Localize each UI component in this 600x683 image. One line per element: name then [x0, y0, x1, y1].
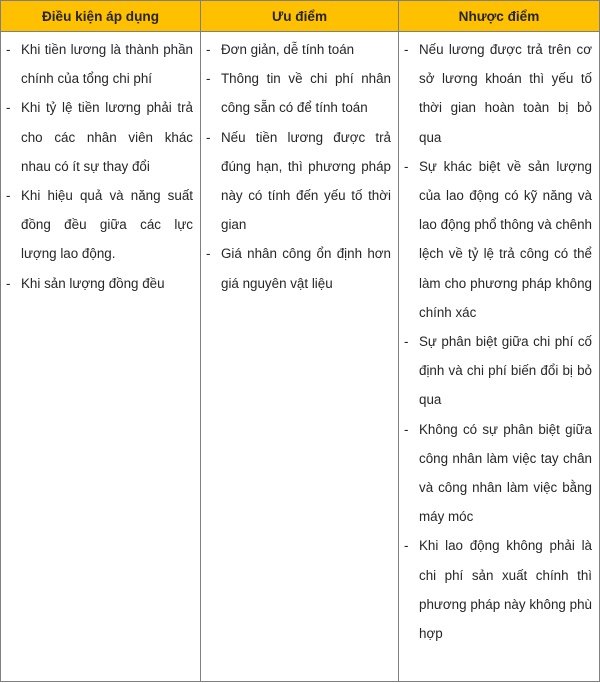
- disadvantage-item: - Không có sự phân biệt giữa công nhân làm việc tay chân và công nhân làm việc bằng máy móc: [403, 415, 592, 532]
- header-conditions: Điều kiện áp dụng: [1, 1, 201, 32]
- condition-item: - Khi hiệu quả và năng suất đồng đều giữa các lực lượng lao động.: [5, 181, 193, 269]
- header-row: [1, 1, 600, 32]
- condition-item: - Khi sản lượng đồng đều: [5, 269, 193, 298]
- advantage-item: - Thông tin về chi phí nhân công sẵn có để tính toán: [205, 64, 391, 122]
- header-disadvantages: Nhược điểm: [399, 1, 600, 32]
- disadvantages-cell: [399, 32, 600, 682]
- condition-item: - Khi tiền lương là thành phần chính của tổng chi phí: [5, 35, 193, 93]
- disadvantage-item: - Khi lao động không phải là chi phí sản xuất chính thì phương pháp này không phù hợp: [403, 531, 592, 648]
- advantages-cell: [201, 32, 399, 682]
- content-row: [1, 32, 600, 682]
- header-advantages: Ưu điểm: [201, 1, 399, 32]
- advantage-item: - Nếu tiền lương được trả đúng hạn, thì phương pháp này có tính đến yếu tố thời gian: [205, 123, 391, 240]
- conditions-cell: [1, 32, 201, 682]
- conditions-list: [5, 35, 193, 298]
- disadvantages-list: [403, 35, 592, 648]
- condition-item: - Khi tỷ lệ tiền lương phải trả cho các nhân viên khác nhau có ít sự thay đổi: [5, 93, 193, 181]
- advantage-item: - Đơn giản, dễ tính toán: [205, 35, 391, 64]
- advantage-item: - Giá nhân công ổn định hơn giá nguyên vật liệu: [205, 239, 391, 297]
- disadvantage-item: - Sự phân biệt giữa chi phí cố định và chi phí biến đổi bị bỏ qua: [403, 327, 592, 415]
- disadvantage-item: - Sự khác biệt về sản lượng của lao động có kỹ năng và lao động phổ thông và chênh lệch về tỷ lệ trả công có thể làm cho phương pháp không chính xác: [403, 152, 592, 327]
- advantages-list: [205, 35, 391, 298]
- disadvantage-item: - Nếu lương được trả trên cơ sở lương khoán thì yếu tố thời gian hoàn toàn bị bỏ qua: [403, 35, 592, 152]
